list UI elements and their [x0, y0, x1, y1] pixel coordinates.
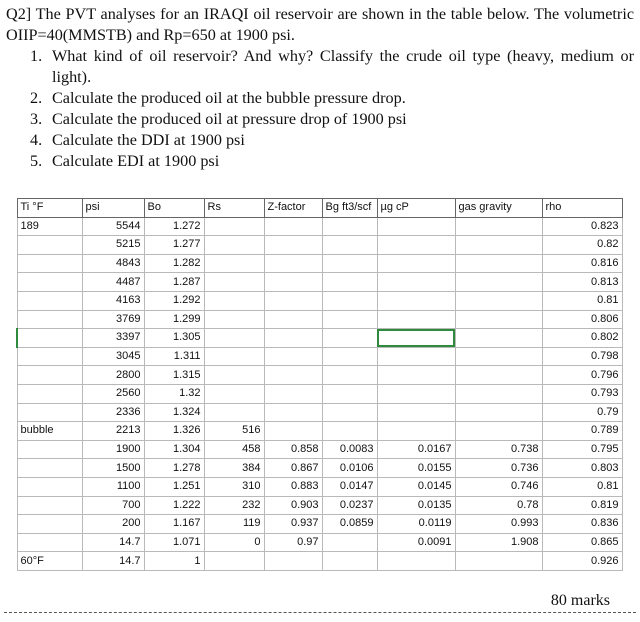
table-cell[interactable] [322, 329, 377, 348]
pvt-table [16, 198, 623, 571]
table-row [17, 422, 622, 441]
column-header[interactable]: Bo [144, 199, 204, 218]
table-cell[interactable] [204, 217, 264, 236]
table-cell[interactable] [204, 329, 264, 348]
table-cell[interactable]: 0.823 [542, 217, 622, 236]
question-text: Calculate EDI at 1900 psi [52, 152, 220, 170]
table-cell[interactable] [17, 291, 82, 310]
table-cell[interactable] [204, 366, 264, 385]
table-cell[interactable]: 2560 [82, 384, 144, 403]
question-intro: Q2] The PVT analyses for an IRAQI oil reservoir are shown in the table below. The volumetric OIIP=40(MMSTB) and Rp=650 at 1900 psi. [6, 5, 634, 44]
table-cell[interactable]: 60°F [17, 552, 82, 571]
table-cell[interactable]: 1.167 [144, 515, 204, 534]
table-cell[interactable]: 1.315 [144, 366, 204, 385]
table-cell[interactable] [204, 384, 264, 403]
table-cell[interactable] [204, 273, 264, 292]
table-cell[interactable]: 0.0155 [377, 459, 455, 478]
table-cell[interactable] [377, 366, 455, 385]
table-cell[interactable]: 1.305 [144, 329, 204, 348]
column-header[interactable]: Ti °F [17, 199, 82, 218]
table-cell[interactable]: 516 [204, 422, 264, 441]
table-cell[interactable] [204, 347, 264, 366]
table-cell[interactable]: 3769 [82, 310, 144, 329]
table-cell[interactable]: 0.81 [542, 477, 622, 496]
table-cell[interactable]: 1.222 [144, 496, 204, 515]
table-row [17, 459, 622, 478]
table-cell[interactable] [377, 329, 455, 348]
column-header[interactable]: µg cP [377, 199, 455, 218]
table-cell[interactable]: bubble [17, 422, 82, 441]
table-row [17, 347, 622, 366]
table-cell[interactable]: 0.819 [542, 496, 622, 515]
question-item [6, 151, 634, 172]
table-cell[interactable]: 0.746 [455, 477, 542, 496]
question-number: 1. [30, 47, 43, 65]
table-cell[interactable] [377, 217, 455, 236]
table-cell[interactable]: 1.304 [144, 440, 204, 459]
table-cell[interactable]: 0.867 [264, 459, 322, 478]
table-cell[interactable]: 0.79 [542, 403, 622, 422]
question-block [6, 4, 634, 172]
table-cell[interactable] [264, 273, 322, 292]
table-cell[interactable]: 1.277 [144, 236, 204, 255]
table-cell[interactable] [204, 403, 264, 422]
table-cell[interactable]: 0.993 [455, 515, 542, 534]
table-cell[interactable]: 5544 [82, 217, 144, 236]
table-cell[interactable] [264, 291, 322, 310]
column-header[interactable]: gas gravity [455, 199, 542, 218]
table-cell[interactable] [322, 533, 377, 552]
table-cell[interactable] [377, 347, 455, 366]
table-row [17, 384, 622, 403]
table-cell[interactable]: 2213 [82, 422, 144, 441]
table-cell[interactable] [377, 422, 455, 441]
table-cell[interactable] [204, 236, 264, 255]
table-cell[interactable] [322, 310, 377, 329]
table-cell[interactable] [17, 366, 82, 385]
table-cell[interactable]: 0.0147 [322, 477, 377, 496]
table-cell[interactable] [264, 310, 322, 329]
table-cell[interactable]: 0.736 [455, 459, 542, 478]
table-cell[interactable] [17, 515, 82, 534]
table-cell[interactable]: 0.738 [455, 440, 542, 459]
table-cell[interactable]: 0.0237 [322, 496, 377, 515]
table-cell[interactable] [264, 552, 322, 571]
table-cell[interactable] [455, 273, 542, 292]
table-cell[interactable]: 200 [82, 515, 144, 534]
column-header[interactable]: Rs [204, 199, 264, 218]
table-cell[interactable]: 0.789 [542, 422, 622, 441]
question-item [6, 109, 634, 130]
table-cell[interactable] [377, 273, 455, 292]
table-cell[interactable]: 0.78 [455, 496, 542, 515]
table-cell[interactable]: 0.937 [264, 515, 322, 534]
table-row [17, 366, 622, 385]
table-cell[interactable] [17, 236, 82, 255]
table-cell[interactable]: 0.793 [542, 384, 622, 403]
table-cell[interactable]: 4487 [82, 273, 144, 292]
question-item [6, 130, 634, 151]
table-cell[interactable]: 384 [204, 459, 264, 478]
table-cell[interactable]: 0.926 [542, 552, 622, 571]
table-cell[interactable]: 0.802 [542, 329, 622, 348]
table-cell[interactable] [17, 273, 82, 292]
table-cell[interactable]: 1.251 [144, 477, 204, 496]
table-cell[interactable]: 1900 [82, 440, 144, 459]
table-cell[interactable]: 1.326 [144, 422, 204, 441]
column-header[interactable]: Z-factor [264, 199, 322, 218]
table-cell[interactable]: 0.0106 [322, 459, 377, 478]
table-cell[interactable] [204, 254, 264, 273]
table-row [17, 329, 622, 348]
table-cell[interactable] [264, 236, 322, 255]
table-cell[interactable]: 1.32 [144, 384, 204, 403]
table-header [17, 199, 622, 218]
table-cell[interactable]: 1.071 [144, 533, 204, 552]
table-row [17, 552, 622, 571]
dashed-divider [4, 612, 636, 613]
table-cell[interactable] [455, 217, 542, 236]
table-cell[interactable] [455, 254, 542, 273]
table-cell[interactable] [204, 310, 264, 329]
table-cell[interactable]: 14.7 [82, 533, 144, 552]
table-cell[interactable] [17, 310, 82, 329]
table-cell[interactable]: 1.324 [144, 403, 204, 422]
table-cell[interactable] [264, 217, 322, 236]
question-list [6, 46, 634, 172]
table-cell[interactable] [204, 291, 264, 310]
table-cell[interactable] [322, 366, 377, 385]
column-header[interactable]: Bg ft3/scf [322, 199, 377, 218]
table-cell[interactable]: 2800 [82, 366, 144, 385]
table-cell[interactable] [377, 403, 455, 422]
table-cell[interactable] [264, 403, 322, 422]
table-cell[interactable] [377, 310, 455, 329]
table-cell[interactable] [322, 384, 377, 403]
table-cell[interactable]: 458 [204, 440, 264, 459]
table-cell[interactable] [264, 254, 322, 273]
table-row [17, 533, 622, 552]
table-cell[interactable]: 0.796 [542, 366, 622, 385]
table-cell[interactable]: 1.299 [144, 310, 204, 329]
question-number: 5. [30, 152, 43, 170]
table-cell[interactable]: 0.0167 [377, 440, 455, 459]
table-cell[interactable] [455, 347, 542, 366]
table-cell[interactable] [17, 477, 82, 496]
marks-label: 80 marks [550, 592, 610, 609]
table-cell[interactable] [322, 273, 377, 292]
table-cell[interactable] [455, 236, 542, 255]
table-cell[interactable]: 0.858 [264, 440, 322, 459]
table-cell[interactable] [322, 347, 377, 366]
table-row [17, 515, 622, 534]
column-header[interactable]: psi [82, 199, 144, 218]
table-cell[interactable]: 4163 [82, 291, 144, 310]
table-body [17, 217, 622, 570]
header-row [17, 199, 622, 218]
table-cell[interactable]: 0.883 [264, 477, 322, 496]
table-cell[interactable]: 0.0083 [322, 440, 377, 459]
question-text: Calculate the DDI at 1900 psi [52, 131, 245, 149]
table-row [17, 273, 622, 292]
table-cell[interactable]: 0.903 [264, 496, 322, 515]
table-cell[interactable]: 3397 [82, 329, 144, 348]
table-cell[interactable]: 3045 [82, 347, 144, 366]
table-cell[interactable]: 1100 [82, 477, 144, 496]
table-cell[interactable]: 0.82 [542, 236, 622, 255]
table-cell[interactable] [322, 291, 377, 310]
table-cell[interactable]: 0.836 [542, 515, 622, 534]
table-cell[interactable]: 1.908 [455, 533, 542, 552]
table-cell[interactable]: 0 [204, 533, 264, 552]
table-cell[interactable]: 700 [82, 496, 144, 515]
table-cell[interactable] [455, 366, 542, 385]
table-cell[interactable] [322, 403, 377, 422]
table-cell[interactable] [17, 459, 82, 478]
table-cell[interactable]: 119 [204, 515, 264, 534]
table-cell[interactable] [264, 366, 322, 385]
table-cell[interactable]: 1500 [82, 459, 144, 478]
table-row [17, 236, 622, 255]
table-cell[interactable]: 1 [144, 552, 204, 571]
table-cell[interactable] [17, 384, 82, 403]
table-row [17, 496, 622, 515]
table-cell[interactable]: 0.813 [542, 273, 622, 292]
table-cell[interactable] [322, 552, 377, 571]
column-header[interactable]: rho [542, 199, 622, 218]
question-item [6, 46, 634, 88]
table-cell[interactable]: 0.865 [542, 533, 622, 552]
table-cell[interactable] [17, 533, 82, 552]
table-row [17, 403, 622, 422]
table-cell[interactable] [455, 403, 542, 422]
table-cell[interactable] [455, 552, 542, 571]
table-row [17, 477, 622, 496]
table-cell[interactable]: 0.0145 [377, 477, 455, 496]
table-cell[interactable]: 1.278 [144, 459, 204, 478]
table-cell[interactable] [377, 384, 455, 403]
table-cell[interactable] [17, 440, 82, 459]
table-cell[interactable]: 1.311 [144, 347, 204, 366]
table-row [17, 217, 622, 236]
table-cell[interactable] [455, 422, 542, 441]
table-cell[interactable]: 0.798 [542, 347, 622, 366]
table-cell[interactable] [17, 347, 82, 366]
table-cell[interactable]: 189 [17, 217, 82, 236]
question-number: 2. [30, 89, 43, 107]
question-text: Calculate the produced oil at the bubble pressure drop. [52, 89, 406, 107]
table-cell[interactable]: 0.803 [542, 459, 622, 478]
table-cell[interactable]: 1.287 [144, 273, 204, 292]
table-cell[interactable]: 5215 [82, 236, 144, 255]
table-cell[interactable] [17, 254, 82, 273]
table-cell[interactable] [17, 403, 82, 422]
table-cell[interactable] [264, 422, 322, 441]
table-cell[interactable] [455, 291, 542, 310]
question-item [6, 88, 634, 109]
table-cell[interactable]: 0.81 [542, 291, 622, 310]
table-cell[interactable]: 1.292 [144, 291, 204, 310]
table-cell[interactable]: 310 [204, 477, 264, 496]
table-cell[interactable] [377, 291, 455, 310]
question-text: Calculate the produced oil at pressure drop of 1900 psi [52, 110, 407, 128]
table-cell[interactable] [322, 217, 377, 236]
table-cell[interactable] [17, 329, 82, 348]
table-cell[interactable] [377, 254, 455, 273]
table-cell[interactable]: 0.97 [264, 533, 322, 552]
table-cell[interactable] [455, 310, 542, 329]
table-cell[interactable] [377, 552, 455, 571]
table-cell[interactable] [264, 329, 322, 348]
table-cell[interactable]: 0.816 [542, 254, 622, 273]
table-cell[interactable]: 2336 [82, 403, 144, 422]
table-cell[interactable]: 0.0135 [377, 496, 455, 515]
table-cell[interactable] [377, 236, 455, 255]
table-cell[interactable] [204, 552, 264, 571]
table-cell[interactable]: 1.272 [144, 217, 204, 236]
table-cell[interactable] [322, 254, 377, 273]
table-cell[interactable] [455, 329, 542, 348]
table-cell[interactable]: 0.0859 [322, 515, 377, 534]
question-number: 4. [30, 131, 43, 149]
table-cell[interactable]: 232 [204, 496, 264, 515]
table-cell[interactable]: 0.0119 [377, 515, 455, 534]
question-number: 3. [30, 110, 43, 128]
table-cell[interactable] [322, 236, 377, 255]
table-cell[interactable]: 0.806 [542, 310, 622, 329]
table-row [17, 310, 622, 329]
table-cell[interactable] [322, 422, 377, 441]
table-cell[interactable] [455, 384, 542, 403]
table-cell[interactable]: 1.282 [144, 254, 204, 273]
table-cell[interactable]: 14.7 [82, 552, 144, 571]
table-cell[interactable]: 4843 [82, 254, 144, 273]
table-row [17, 254, 622, 273]
table-cell[interactable] [264, 384, 322, 403]
table-row [17, 291, 622, 310]
question-text: What kind of oil reservoir? And why? Classify the crude oil type (heavy, medium or light). [52, 47, 634, 86]
table-cell[interactable] [264, 347, 322, 366]
table-row [17, 440, 622, 459]
table-cell[interactable]: 0.795 [542, 440, 622, 459]
table-cell[interactable] [17, 496, 82, 515]
table-cell[interactable]: 0.0091 [377, 533, 455, 552]
